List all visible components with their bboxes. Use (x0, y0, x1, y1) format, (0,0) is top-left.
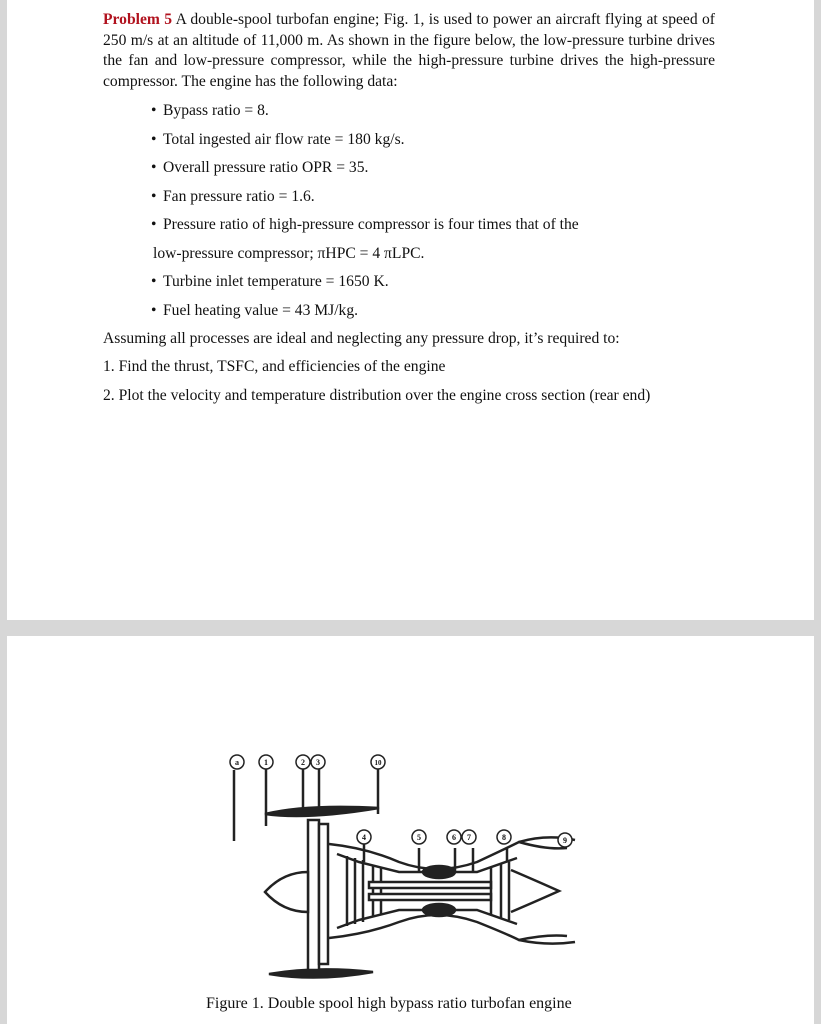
data-item-tit: • Turbine inlet temperature = 1650 K. (153, 272, 673, 301)
data-item-fan-ratio: • Fan pressure ratio = 1.6. (153, 187, 673, 215)
fan-blade-rear (319, 824, 328, 964)
data-item-opr: • Overall pressure ratio OPR = 35. (153, 158, 673, 187)
bypass-nozzle-bottom (519, 940, 575, 944)
spinner (265, 872, 308, 912)
nacelle-top (265, 807, 379, 816)
station-label-8: 8 (502, 833, 506, 842)
station-label-5: 5 (417, 833, 421, 842)
station-label-1: 1 (264, 758, 268, 767)
data-item-airflow: • Total ingested air flow rate = 180 kg/s. (153, 130, 673, 158)
station-label-7: 7 (467, 833, 471, 842)
station-label-3: 3 (316, 758, 320, 767)
station-label-10: 10 (374, 759, 382, 767)
engine-data-list (153, 101, 673, 329)
data-item-bypass: • Bypass ratio = 8. (153, 101, 673, 130)
task-2: 2. Plot the velocity and temperature distribution over the engine cross section (rear end) (103, 387, 651, 404)
data-item-hpc-ratio: • Pressure ratio of high-pressure compressor is four times that of the (153, 215, 673, 244)
combustor-bottom (423, 904, 455, 916)
station-label-2: 2 (301, 758, 305, 767)
combustor-top (423, 866, 455, 878)
data-item-heating-value: • Fuel heating value = 43 MJ/kg. (153, 301, 673, 329)
station-label-4: 4 (362, 833, 366, 842)
problem-label: Problem 5 (103, 11, 173, 28)
problem-statement (103, 10, 715, 92)
exhaust-cone (511, 870, 559, 912)
station-label-9: 9 (563, 836, 567, 845)
station-label-6: 6 (452, 833, 456, 842)
lp-shaft-bottom (369, 894, 491, 900)
turbofan-diagram (7, 636, 814, 1024)
station-label-a: a (235, 758, 239, 767)
data-item-hpc-ratio-cont: low-pressure compressor; πHPC = 4 πLPC. (153, 245, 425, 262)
problem-intro: A double-spool turbofan engine; Fig. 1, is used to power an aircraft flying at speed of 250 m/s at an altitude of 11,000 m. As shown in the figure below, the low-pressure turbine drives the fan and low-pressure compressor, while the high-pressure turbine drives the high-pressure compressor. The engine has the following data: (103, 11, 716, 90)
nacelle-bottom (269, 969, 373, 977)
lp-shaft-top (369, 882, 491, 888)
task-1: 1. Find the thrust, TSFC, and efficiencies of the engine (103, 358, 446, 375)
assumption-text: Assuming all processes are ideal and neglecting any pressure drop, it’s required to: (103, 330, 620, 347)
fan-blade-front (308, 820, 319, 970)
figure-caption: Figure 1. Double spool high bypass ratio turbofan engine (206, 995, 572, 1012)
problem-page (7, 0, 814, 620)
figure-page (7, 636, 814, 1024)
